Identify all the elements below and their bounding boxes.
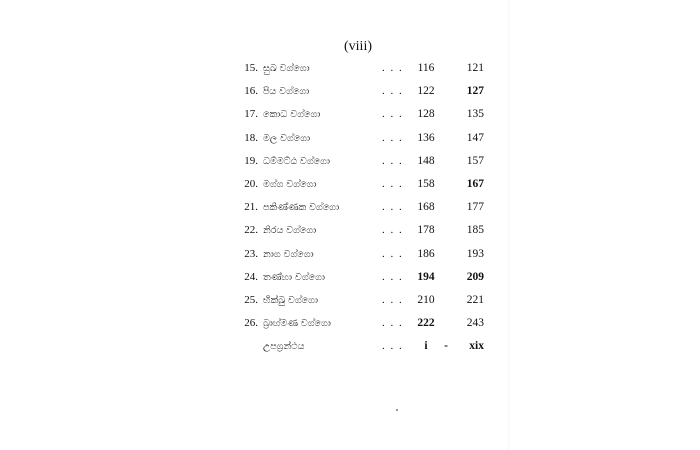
end-page: 135 [466,108,484,121]
end-page: 167 [466,177,484,190]
chapter-number: 18. [244,131,258,144]
toc-row-24 [236,266,486,289]
chapter-number: 24. [244,270,258,283]
chapter-number: 23. [244,247,258,260]
leader-dots: . . . [382,108,404,121]
chapter-number: 26. [244,317,258,330]
toc-row-19 [236,150,486,173]
start-page: 178 [417,224,435,237]
start-page: 148 [417,154,435,167]
toc-row-22 [236,219,486,242]
toc-row-21 [236,196,486,219]
start-page: 158 [417,177,435,190]
chapter-number: 19. [244,154,258,167]
appendix-start-page: i [424,340,428,353]
appendix-end-page: xix [469,340,484,353]
appendix-title: උපග්‍රන්ථය [263,341,305,353]
toc-row-appendix [236,335,486,358]
end-page: 127 [466,85,484,98]
chapter-title: තණ්හා වග්ගො [263,271,326,283]
toc-row-15 [236,57,486,80]
scan-speck [396,409,398,411]
chapter-number: 22. [244,224,258,237]
start-page: 210 [417,293,435,306]
start-page: 194 [417,270,435,283]
toc-row-26 [236,312,486,335]
leader-dots: . . . [382,177,404,190]
end-page: 157 [466,154,484,167]
end-page: 121 [466,62,484,74]
chapter-title: මග්ග වග්ගො [263,178,317,190]
leader-dots: . . . [382,340,404,353]
chapter-title: කොධ වග්ගො [263,109,321,121]
chapter-number: 16. [244,85,258,98]
chapter-number: 20. [244,177,258,190]
chapter-title: පිය වග්ගො [263,86,310,98]
end-page: 147 [466,131,484,144]
chapter-number: 21. [244,201,258,214]
appendix-dash: - [444,340,448,353]
chapter-title: බ්‍රාහ්මණ වග්ගො [263,318,331,330]
start-page: 186 [417,247,435,260]
chapter-number: 25. [244,293,258,306]
chapter-title: නිරය වග්ගො [263,225,317,237]
leader-dots: . . . [382,131,404,144]
page-number: (viii) [344,39,372,54]
end-page: 193 [466,247,484,260]
leader-dots: . . . [382,317,404,330]
chapter-title: නාග වග්ගො [263,248,314,260]
end-page: 209 [466,270,484,283]
start-page: 222 [417,317,435,330]
chapter-title: ධම්මට්ඨ වග්ගො [263,155,330,167]
chapter-title: සුඛ වග්ගො [263,63,310,74]
leader-dots: . . . [382,293,404,306]
toc-row-25 [236,289,486,312]
end-page: 177 [466,201,484,214]
start-page: 122 [417,85,435,98]
toc-row-18 [236,127,486,150]
leader-dots: . . . [382,85,404,98]
toc-row-20 [236,173,486,196]
toc-row-16 [236,80,486,103]
start-page: 168 [417,201,435,214]
leader-dots: . . . [382,201,404,214]
chapter-title: පකිණ්ණක වග්ගො [263,202,340,214]
end-page: 185 [466,224,484,237]
start-page: 136 [417,131,435,144]
page-edge [508,0,511,450]
chapter-title: භික්ඛු වග්ගො [263,294,319,306]
leader-dots: . . . [382,270,404,283]
toc-row-17 [236,103,486,126]
leader-dots: . . . [382,154,404,167]
toc-row-23 [236,243,486,266]
end-page: 221 [466,293,484,306]
leader-dots: . . . [382,62,404,74]
leader-dots: . . . [382,247,404,260]
start-page: 128 [417,108,435,121]
end-page: 243 [466,317,484,330]
chapter-number: 17. [244,108,258,121]
table-of-contents [236,57,486,358]
chapter-title: මල වග්ගො [263,132,311,144]
chapter-number: 15. [244,62,258,74]
start-page: 116 [417,62,435,74]
leader-dots: . . . [382,224,404,237]
